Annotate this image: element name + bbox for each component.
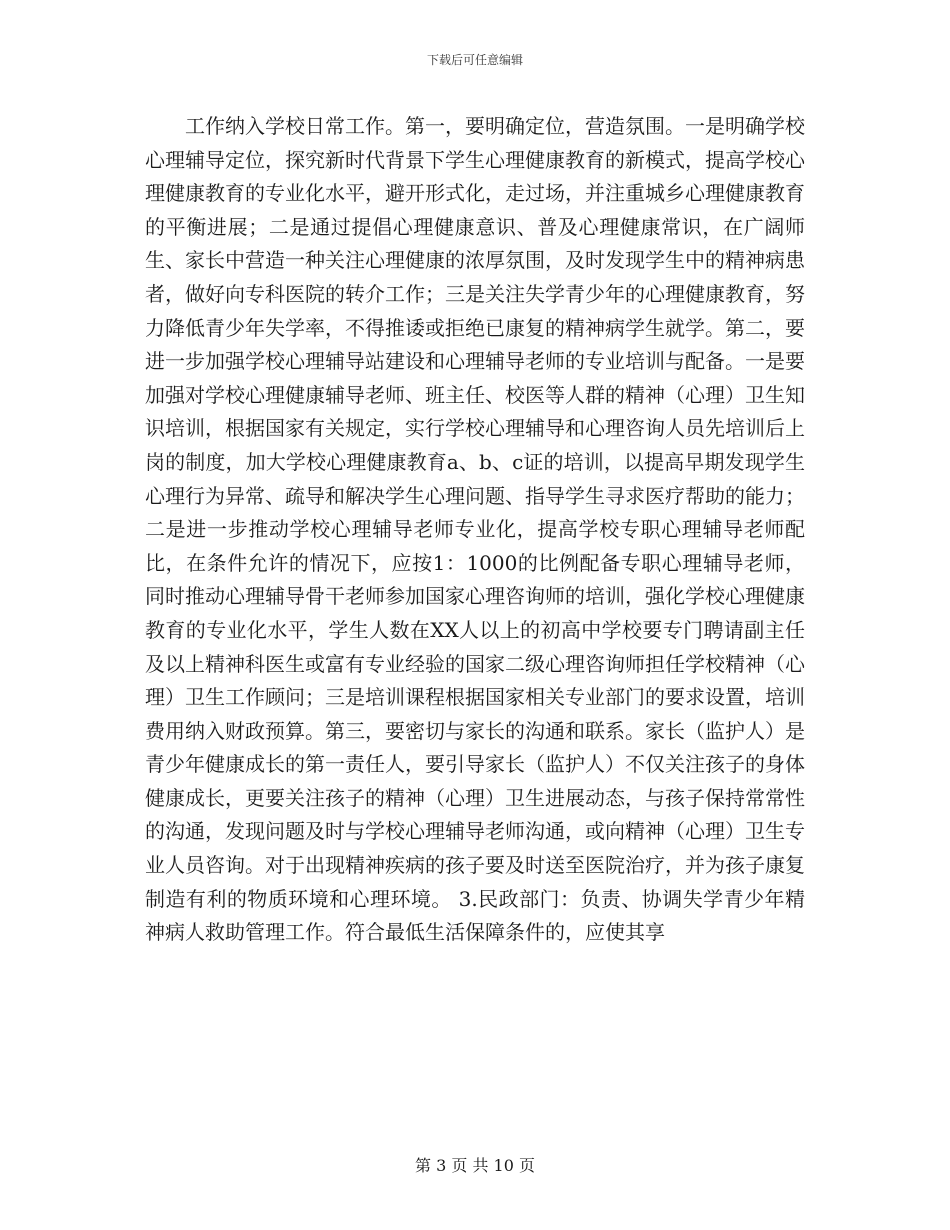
page-header-note: 下载后可任意编辑 — [426, 53, 523, 67]
body-paragraph: 工作纳入学校日常工作。第一，要明确定位，营造氛围。一是明确学校心理辅导定位，探究新时代背景下学生心理健康教育的新模式，提高学校心理健康教育的专业化水平，避开形式化，走过场，并注重城乡心理健康教育的平衡进展；二是通过提倡心理健康意识、普及心理健康常识，在广阔师生、家长中营造一种关注心理健康的浓厚氛围，及时发现学生中的精神病患者，做好向专科医院的转介工作；三是关注失学青少年的心理健康教育，努力降低青少年失学率，不得推诿或拒绝已康复的精神病学生就学。第二，要进一步加强学校心理辅导站建设和心理辅导老师的专业培训与配备。一是要加强对学校心理健康辅导老师、班主任、校医等人群的精神（心理）卫生知识培训，根据国家有关规定，实行学校心理辅导和心理咨询人员先培训后上岗的制度，加大学校心理健康教育a、b、c证的培训，以提高早期发现学生心理行为异常、疏导和解决学生心理问题、指导学生寻求医疗帮助的能力；二是进一步推动学校心理辅导老师专业化，提高学校专职心理辅导老师配比，在条件允许的情况下，应按1：1000的比例配备专职心理辅导老师，同时推动心理辅导骨干老师参加国家心理咨询师的培训，强化学校心理健康教育的专业化水平，学生人数在XX人以上的初高中学校要专门聘请副主任及以上精神科医生或富有专业经验的国家二级心理咨询师担任学校精神（心理）卫生工作顾问；三是培训课程根据国家相关专业部门的要求设置，培训费用纳入财政预算。第三，要密切与家长的沟通和联系。家长（监护人）是青少年健康成长的第一责任人，要引导家长（监护人）不仅关注孩子的身体健康成长，更要关注孩子的精神（心理）卫生进展动态，与孩子保持常常性的沟通，发现问题及时与学校心理辅导老师沟通，或向精神（心理）卫生专业人员咨询。对于出现精神疾病的孩子要及时送至医院治疗，并为孩子康复制造有利的物质环境和心理环境。 3.民政部门：负责、协调失学青少年精神病人救助管理工作。符合最低生活保障条件的，应使其享 — [145, 114, 805, 945]
page-number-footer: 第 3 页 共 10 页 — [415, 1156, 535, 1175]
